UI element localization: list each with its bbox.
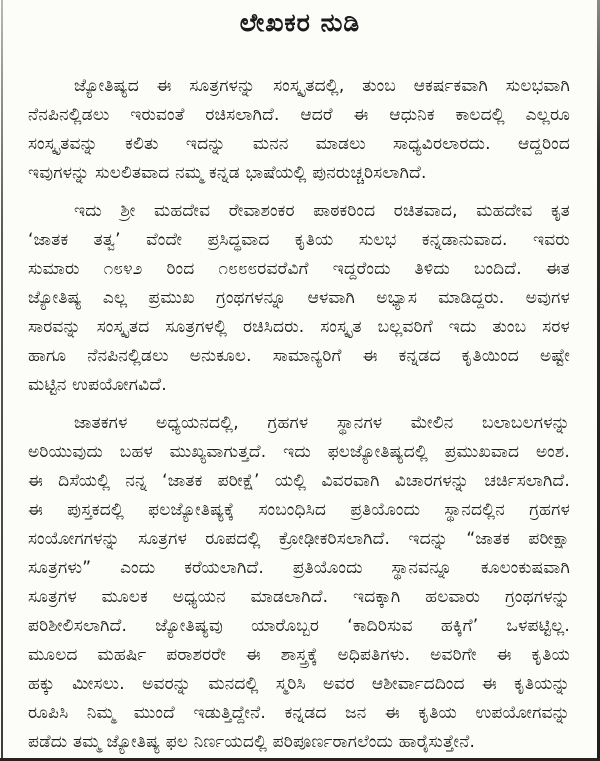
text-line: ಸೂತ್ರಗಳು” ಎಂದು ಕರೆಯಲಾಗಿದೆ. ಪ್ರತಿಯೊಂದು ಸ್ಥಾನವನ್ನೂ ಕೂಲಂಕುಷವಾಗಿ bbox=[28, 558, 570, 578]
text-line: ಪರಿಶೀಲಿಸಲಾಗಿದೆ. ಜ್ಯೋತಿಷ್ಯವು ಯಾರೊಬ್ಬರ ‘ಕಾದಿರಿಸುವ ಹಕ್ಕಿಗೆ’ ಒಳಪಟ್ಟಿಲ್ಲ. bbox=[28, 616, 570, 636]
document-body bbox=[28, 72, 570, 761]
text-line: ಜಾತಕಗಳ ಅಧ್ಯಯನದಲ್ಲಿ, ಗ್ರಹಗಳ ಸ್ಥಾನಗಳ ಮೇಲಿನ ಬಲಾಬಲಗಳನ್ನು bbox=[74, 413, 570, 433]
text-line: ಸಂಸ್ಕೃತವನ್ನು ಕಲಿತು ಇದನ್ನು ಮನನ ಮಾಡಲು ಸಾಧ್ಯವಿರಲಾರದು. ಆದ್ದರಿಂದ bbox=[28, 134, 570, 154]
text-line: ಇವುಗಳನ್ನು ಸುಲಲಿತವಾದ ನಮ್ಮ ಕನ್ನಡ ಭಾಷೆಯಲ್ಲಿ ಪುನರುಚ್ಚರಿಸಲಾಗಿದೆ. bbox=[28, 163, 427, 183]
text-line: ಇದು ಶ್ರೀ ಮಹದೇವ ರೇವಾಶಂಕರ ಪಾಠಕರಿಂದ ರಚಿತವಾದ, ಮಹದೇವ ಕೃತ bbox=[74, 201, 570, 221]
text-line: ‘ಜಾತಕ ತತ್ವ’ ವೆಂದೇ ಪ್ರಸಿದ್ಧವಾದ ಕೃತಿಯ ಸುಲಭ ಕನ್ನಡಾನುವಾದ. ಇವರು bbox=[28, 230, 570, 250]
text-line: ಸಂಯೋಗಗಳನ್ನು ಸೂತ್ರಗಳ ರೂಪದಲ್ಲಿ ಕ್ರೋಢೀಕರಿಸಲಾಗಿದೆ. ಇದನ್ನು “ಜಾತಕ ಪರೀಕ್ಷಾ bbox=[28, 529, 570, 549]
text-line: ರೂಪಿಸಿ ನಿಮ್ಮ ಮುಂದೆ ಇಡುತ್ತಿದ್ದೇನೆ. ಕನ್ನಡದ ಜನ ಈ ಕೃತಿಯ ಉಪಯೋಗವನ್ನು bbox=[28, 703, 570, 723]
page-title: ಲೇಖಕರ ನುಡಿ bbox=[239, 8, 361, 37]
paragraph bbox=[28, 409, 570, 757]
text-line: ಈ ದಿಸೆಯಲ್ಲಿ ನನ್ನ ‘ಜಾತಕ ಪರೀಕ್ಷೆ’ ಯಲ್ಲಿ ವಿವರವಾಗಿ ವಿಚಾರಗಳನ್ನು ಚರ್ಚಿಸಲಾಗಿದೆ. bbox=[28, 471, 570, 491]
text-line: ಜ್ಯೋತಿಷ್ಯ ಎಲ್ಲ ಪ್ರಮುಖ ಗ್ರಂಥಗಳನ್ನೂ ಆಳವಾಗಿ ಅಭ್ಯಾಸ ಮಾಡಿದ್ದರು. ಅವುಗಳ bbox=[28, 288, 570, 308]
text-line: ಜ್ಯೋತಿಷ್ಯದ ಈ ಸೂತ್ರಗಳನ್ನು ಸಂಸ್ಕೃತದಲ್ಲಿ, ತುಂಬ ಆಕರ್ಷಕವಾಗಿ ಸುಲಭವಾಗಿ bbox=[74, 76, 570, 96]
paragraph bbox=[28, 72, 570, 188]
text-line: ಅರಿಯುವುದು ಬಹಳ ಮುಖ್ಯವಾಗುತ್ತದೆ. ಇದು ಫಲಜ್ಯೋತಿಷ್ಯದಲ್ಲಿ ಪ್ರಮುಖವಾದ ಅಂಶ. bbox=[28, 442, 570, 462]
text-line: ಹಕ್ಕು ಮೀಸಲು. ಅವರನ್ನು ಮನದಲ್ಲಿ ಸ್ಮರಿಸಿ ಅವರ ಆಶೀರ್ವಾದದಿಂದ ಈ ಕೃತಿಯನ್ನು bbox=[28, 674, 570, 694]
scan-edge-left bbox=[1, 0, 3, 761]
text-line: ಮಟ್ಟಿನ ಉಪಯೋಗವಿದೆ. bbox=[28, 375, 167, 395]
paragraph bbox=[28, 197, 570, 400]
text-line: ಮೂಲದ ಮಹರ್ಷಿ ಪರಾಶರರೇ ಈ ಶಾಸ್ತ್ರಕ್ಕೆ ಅಧಿಪತಿಗಳು. ಅವರಿಗೇ ಈ ಕೃತಿಯ bbox=[28, 645, 570, 665]
text-line: ಸೂತ್ರಗಳ ಮೂಲಕ ಅಧ್ಯಯನ ಮಾಡಲಾಗಿದೆ. ಇದಕ್ಕಾಗಿ ಹಲವಾರು ಗ್ರಂಥಗಳನ್ನು bbox=[28, 587, 570, 607]
text-line: ನೆನಪಿನಲ್ಲಿಡಲು ಇರುವಂತೆ ರಚಿಸಲಾಗಿದೆ. ಆದರೆ ಈ ಆಧುನಿಕ ಕಾಲದಲ್ಲಿ ಎಲ್ಲರೂ bbox=[28, 105, 570, 125]
text-line: ಸಾರವನ್ನು ಸಂಸ್ಕೃತದ ಸೂತ್ರಗಳಲ್ಲಿ ರಚಿಸಿದರು. ಸಂಸ್ಕೃತ ಬಲ್ಲವರಿಗೆ ಇದು ತುಂಬ ಸರಳ bbox=[28, 317, 570, 337]
text-line: ಹಾಗೂ ನೆನಪಿನಲ್ಲಿಡಲು ಅನುಕೂಲ. ಸಾಮಾನ್ಯರಿಗೆ ಈ ಕನ್ನಡದ ಕೃತಿಯಿಂದ ಅಷ್ಟೇ bbox=[28, 346, 570, 366]
text-line: ಈ ಪುಸ್ತಕದಲ್ಲಿ ಫಲಜ್ಯೋತಿಷ್ಯಕ್ಕೆ ಸಂಬಂಧಿಸಿದ ಪ್ರತಿಯೊಂದು ಸ್ಥಾನದಲ್ಲಿನ ಗ್ರಹಗಳ bbox=[28, 500, 570, 520]
text-line: ಸುಮಾರು ೧೮೪೨ ರಿಂದ ೧೮೮೮ರವರೆವಿಗೆ ಇದ್ದರೆಂದು ತಿಳಿದು ಬಂದಿದೆ. ಈತ bbox=[28, 259, 570, 279]
text-line: ಪಡೆದು ತಮ್ಮ ಜ್ಯೋತಿಷ್ಯ ಫಲ ನಿರ್ಣಯದಲ್ಲಿ ಪರಿಪೂರ್ಣರಾಗಲೆಂದು ಹಾರೈಸುತ್ತೇನೆ. bbox=[28, 732, 476, 752]
